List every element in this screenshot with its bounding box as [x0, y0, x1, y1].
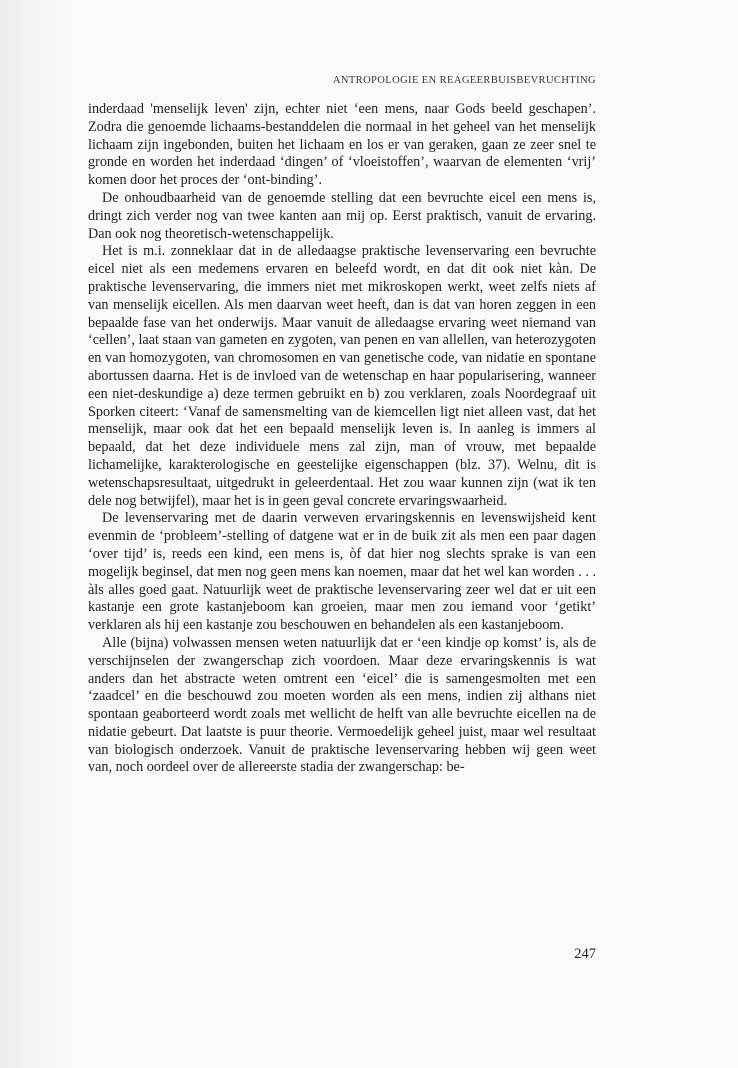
body-text	[88, 101, 596, 777]
paragraph-3: Het is m.i. zonneklaar dat in de alledaagse praktische levenservaring een bevruchte eicel niet als een medemens ervaren en beleefd wordt, en dat dit ook niet kàn. De praktische levenservaring, die immers niet met mikroskopen werkt, weet zelfs niets af van menselijk eicellen. Als men daarvan weet heeft, dan is dat van horen zeggen in een bepaalde fase van het onderwijs. Maar vanuit de alledaagse ervaring weet niemand van ‘cellen’, laat staan van gameten en zygoten, van penen en van allellen, van heterozygoten en van homozygoten, van chromosomen en van genetische code, van nidatie en spontane abortussen daarna. Het is de invloed van de wetenschap en haar popularisering, wanneer een niet-deskundige a) deze termen gebruikt en b) zou verklaren, zoals Noordegraaf uit Sporken citeert: ‘Vanaf de samensmelting van de kiemcellen ligt niet alleen vast, dat het menselijk, maar ook dat het een bepaald menselijk leven is. In aanleg is immers al bepaald, dat het deze individuele mens zal zijn, man of vrouw, met bepaalde lichamelijke, karakterologische en geestelijke eigenschappen (blz. 37). Welnu, dit is wetenschapsresultaat, uitgedrukt in geleerdentaal. Het zou waar kunnen zijn (wat ik ten dele nog betwijfel), maar het is in geen geval concrete ervaringswaarheid.	[88, 243, 596, 509]
page-number: 247	[574, 946, 596, 962]
running-header: ANTROPOLOGIE EN REAGEERBUISBEVRUCHTING	[332, 75, 596, 86]
paragraph-4: De levenservaring met de daarin verweven ervaringskennis en levenswijsheid kent evenmin de ‘probleem’-stelling of datgene wat er in de buik zit als men een paar dagen ‘over tijd’ is, reeds een kind, een mens is, òf dat hier nog slechts sprake is van een mogelijk beginsel, dat men nog geen mens kan noemen, maar dat het wel kan worden . . . àls alles goed gaat. Natuurlijk weet de praktische levenservaring zeer wel dat er uit een kastanje een grote kastanjeboom kan groeien, maar men zou iemand voor ‘getikt’ verklaren als hij een kastanje zou beschouwen en behandelen als een kastanjeboom.	[88, 510, 596, 634]
page-margin-shadow	[0, 0, 70, 1068]
paragraph-1: inderdaad 'menselijk leven' zijn, echter niet ‘een mens, naar Gods beeld geschapen’. Zodra die genoemde lichaams-bestanddelen die normaal in het geheel van het menselijk lichaam zijn ingebonden, buiten het lichaam en los er van geraken, gaan ze zeer snel te gronde en worden het inderdaad ‘dingen’ of ‘vloeistoffen’, waarvan de elementen ‘vrij’ komen door het proces der ‘ont-binding’.	[88, 101, 596, 189]
paragraph-5: Alle (bijna) volwassen mensen weten natuurlijk dat er ‘een kindje op komst’ is, als de verschijnselen der zwangerschap zich voordoen. Maar deze ervaringskennis is wat anders dan het abstracte weten omtrent een ‘eicel’ die is samengesmolten met een ‘zaadcel’ en die beschouwd zou moeten worden als een mens, indien zij althans niet spontaan geaborteerd wordt zoals met wellicht de helft van alle bevruchte eicellen na de nidatie gebeurt. Dat laatste is puur theorie. Vermoedelijk geheel juist, maar wel resultaat van biologisch onderzoek. Vanuit de praktische levenservaring hebben wij geen weet van, noch oordeel over de allereerste stadia der zwangerschap: be-	[88, 634, 596, 776]
paragraph-2: De onhoudbaarheid van de genoemde stelling dat een bevruchte eicel een mens is, dringt zich verder nog van twee kanten aan mij op. Eerst praktisch, vanuit de ervaring. Dan ook nog theoretisch-wetenschappelijk.	[88, 189, 596, 242]
